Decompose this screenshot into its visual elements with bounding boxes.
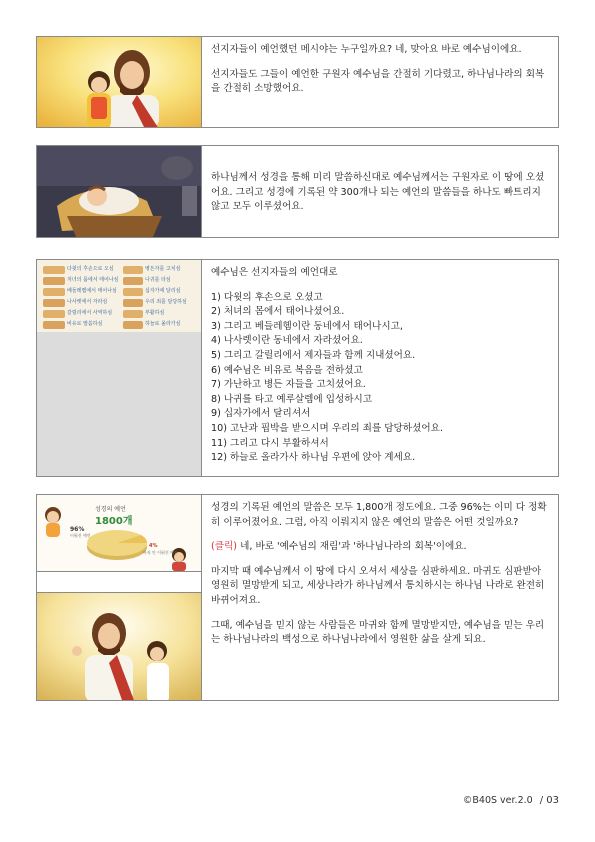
page-footer [463,795,559,806]
prophecy-list-thumbnail [37,260,202,476]
paragraph: 선지자들이 예언했던 메시야는 누구일까요? 네, 맞아요 바로 예수님이에요. [211,44,522,55]
paragraph: 선지자들도 그들이 예언한 구원자 예수님을 간절히 기다렸고, 하나님나라의 회복을 간절히 소망했어요. [211,68,545,95]
story-text-4 [202,495,558,700]
answer-text: 네, 바로 '예수님의 재림'과 '하나님나라의 회복'이에요. [237,541,467,553]
list-item: 6) 예수님은 비유로 복음을 전하셨고 [211,364,363,376]
paragraph: 마지막 때 예수님께서 이 땅에 다시 오셔서 세상을 심판하세요. 마귀도 심판받아 영원히 멸망받게 되고, 세상나라가 하나님께서 통치하시는 하나님 나라로 완전히 바뀌어져요. [211,565,545,606]
thumb-label: 우리 죄를 담당하심 [145,299,187,305]
thumb-label: 병든자를 고치심 [145,266,181,272]
list-item: 9) 십자가에서 달리셔서 [211,408,311,420]
jesus-hugging-child-illustration [37,37,202,127]
list-item: 10) 고난과 핍박을 받으시며 우리의 죄를 담당하셨어요. [211,422,443,434]
chart-count: 1800개 [95,516,133,527]
list-item: 2) 처녀의 몸에서 태어나셨어요. [211,306,345,318]
list-item: 8) 나귀를 타고 예루살렘에 입성하시고 [211,393,373,405]
thumb-label: 나귀를 타심 [145,277,171,283]
story-row-4 [36,494,559,701]
prophecy-list [211,291,550,466]
paragraph-click [211,540,550,555]
list-item: 3) 그리고 베들레헴이란 동네에서 태어나시고, [211,320,403,332]
thumb-label: 베들레헴에서 태어나심 [67,288,117,294]
thumb-label: 하늘로 올라가심 [145,321,181,327]
prophecy-thumbnail-slide [37,260,201,332]
pie-label-fulfilled: 96% [70,526,85,533]
pie-note-remaining: 아직 안 이뤄진 예언 [143,550,178,555]
thumb-label: 갈릴리에서 사역하심 [67,310,113,316]
thumb-label: 다윗의 후손으로 오심 [67,266,114,272]
story-text-2 [202,146,558,237]
thumb-label: 부활하심 [145,310,165,316]
paragraph: 성경의 기록된 예언의 말씀은 모두 1,800개 정도에요. 그중 96%는 이미 다 정확히 이루어졌어요. 그럼, 아직 이뤄지지 않은 예언의 말씀은 어떤 것일까요? [211,502,547,528]
page-number: / 03 [539,795,559,806]
paragraph: 하나님께서 성경을 통해 미리 말씀하신대로 예수님께서는 구원자로 이 땅에 오셨어요. 그리고 성경에 기록된 약 300개나 되는 예언의 말씀들을 하나도 빠트리지 않고 모두 이루셨어요. [211,172,545,213]
story-text-1 [202,37,558,127]
prophecy-and-return-illustrations [37,495,202,700]
click-marker: (클릭) [211,541,238,553]
list-item: 12) 하늘로 올라가사 하나님 우편에 앉아 계세요. [211,452,416,464]
paragraph: 그때, 예수님을 믿지 않는 사람들은 마귀와 함께 멸망받지만, 예수님을 믿는 우리는 하나님나라의 백성으로 하나님나라에서 영원한 삶을 살게 되요. [211,619,545,646]
pie-label-remaining: 4% [149,543,158,549]
list-item: 4) 나사렛이란 동네에서 자라셨어요. [211,335,363,347]
story-row-3 [36,259,559,477]
chart-title: 성경의 예언 [95,506,126,513]
list-item: 7) 가난하고 병든 자들을 고치셨어요. [211,379,366,391]
thumb-label: 비유로 말씀하심 [67,321,103,327]
list-item: 5) 그리고 갈릴리에서 제자들과 함께 지내셨어요. [211,349,416,361]
thumb-label: 처녀의 몸에서 태어나심 [67,277,119,283]
list-item: 11) 그리고 다시 부활하셔서 [211,437,329,449]
thumb-label: 십자가에 달리심 [145,288,181,294]
baby-jesus-manger-illustration [37,146,202,237]
jesus-return-illustration [37,592,201,700]
copyright: ©B40S ver.2.0 [462,795,533,806]
list-item: 1) 다윗의 후손으로 오셨고 [211,291,323,303]
story-row-2 [36,145,559,238]
story-text-3 [202,260,558,476]
prophecy-pie-slide [37,495,201,572]
pie-note-fulfilled: 이뤄진 예언 [70,533,91,538]
thumb-label: 나사렛에서 자라심 [67,299,108,305]
intro-line: 예수님은 선지자들의 예언대로 [211,267,338,278]
story-row-1 [36,36,559,128]
